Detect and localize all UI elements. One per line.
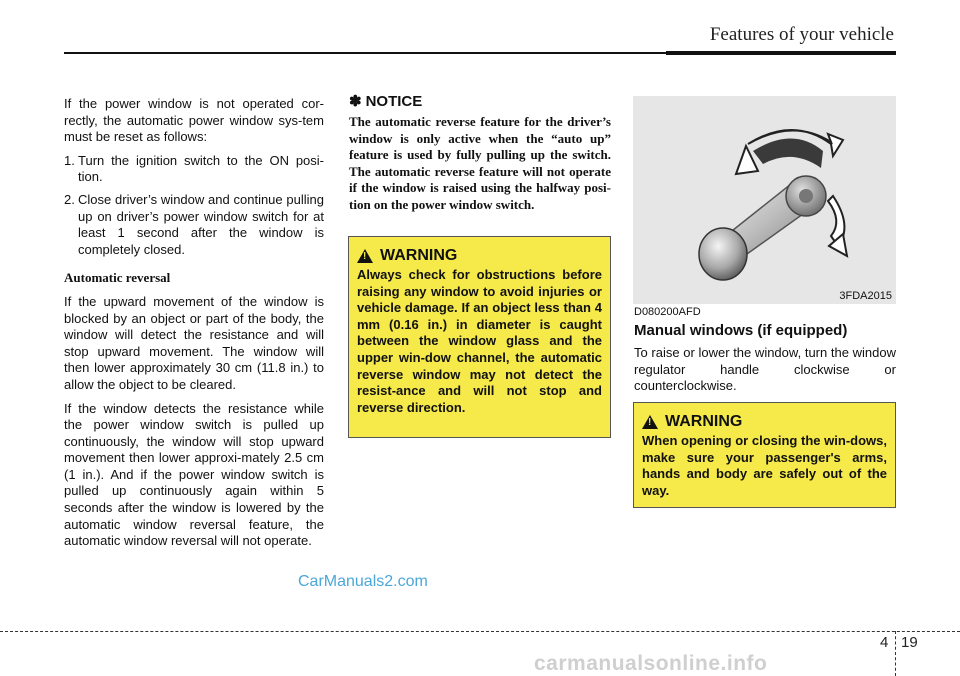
step-text: Close driver’s window and continue pulling up on driver’s power window switch for at least 1 second after the window is completely closed. — [78, 191, 324, 257]
step-number: 1. — [64, 152, 75, 168]
header-rule — [64, 52, 896, 54]
section-body: To raise or lower the window, turn the window regulator handle clockwise or counterclockwise. — [634, 345, 896, 394]
footer-rule — [0, 631, 960, 632]
intro-paragraph: If the power window is not operated cor-rectly, the automatic power window sys-tem must be reset as follows: — [64, 96, 324, 145]
section-title: Manual windows (if equipped) — [634, 322, 848, 339]
notice-star-icon: ✽ — [349, 93, 362, 110]
warning-heading — [357, 247, 602, 265]
warning-triangle-icon — [357, 249, 373, 263]
warning-body: Always check for obstructions before raising any window to avoid injuries or vehicle damage. If an object less than 4 mm (0.16 in.) in diameter is caught between the window glass and the upper win-dow channel, the automatic reverse window may not detect the resist-ance and will not stop and reverse direction. — [357, 267, 602, 415]
notice-title: NOTICE — [365, 92, 423, 110]
section-reference-code: D080200AFD — [634, 306, 701, 318]
figure-code: 3FDA2015 — [839, 290, 892, 302]
left-column — [64, 96, 324, 557]
window-crank-handle-icon — [633, 96, 896, 304]
chapter-number: 4 — [880, 634, 889, 651]
notice-section — [349, 92, 611, 214]
window-crank-figure — [633, 96, 896, 304]
manual-windows-section — [634, 306, 896, 395]
warning-box-obstructions — [348, 236, 611, 438]
notice-heading — [349, 92, 611, 110]
step-text: Turn the ignition switch to the ON posi-tion. — [78, 152, 324, 185]
automatic-reversal-heading: Automatic reversal — [64, 270, 171, 286]
reversal-paragraph-1: If the upward movement of the window is blocked by an object or part of the body, the window will detect the resistance and will stop upward movement. The window will then lower approximately 30 cm (11.8 in.) to allow the object to be cleared. — [64, 293, 324, 392]
page-number: 19 — [901, 634, 918, 651]
notice-body: The automatic reverse feature for the driver’s window is only active when the “auto up” feature is used by fully pulling up the switch. The automatic reverse feature will not operate if the window is raised using the halfway posi-tion on the power window switch. — [349, 114, 611, 212]
bottom-watermark: carmanualsonline.info — [534, 652, 768, 675]
warning-title: WARNING — [380, 247, 458, 264]
step-1 — [64, 153, 324, 186]
step-number: 2. — [64, 191, 75, 207]
step-2 — [64, 192, 324, 258]
watermark-link[interactable]: CarManuals2.com — [298, 573, 428, 590]
warning-box-passengers — [633, 402, 896, 508]
warning-heading — [642, 413, 887, 431]
warning-body: When opening or closing the win-dows, make sure your passenger's arms, hands and body are safely out of the way. — [642, 433, 887, 498]
footer-divider — [895, 631, 896, 676]
warning-title: WARNING — [665, 413, 743, 430]
warning-triangle-icon — [642, 415, 658, 429]
reversal-paragraph-2: If the window detects the resistance while the power window switch is pulled up continuously, the window will stop upward movement then lower approxi-mately 2.5 cm (1 in.). And if the power window switch is pulled up continuously again within 5 seconds after the window is lowered by the automatic window reversal feature, the automatic window reversal will not operate. — [64, 400, 324, 549]
page-header-title: Features of your vehicle — [709, 24, 894, 45]
